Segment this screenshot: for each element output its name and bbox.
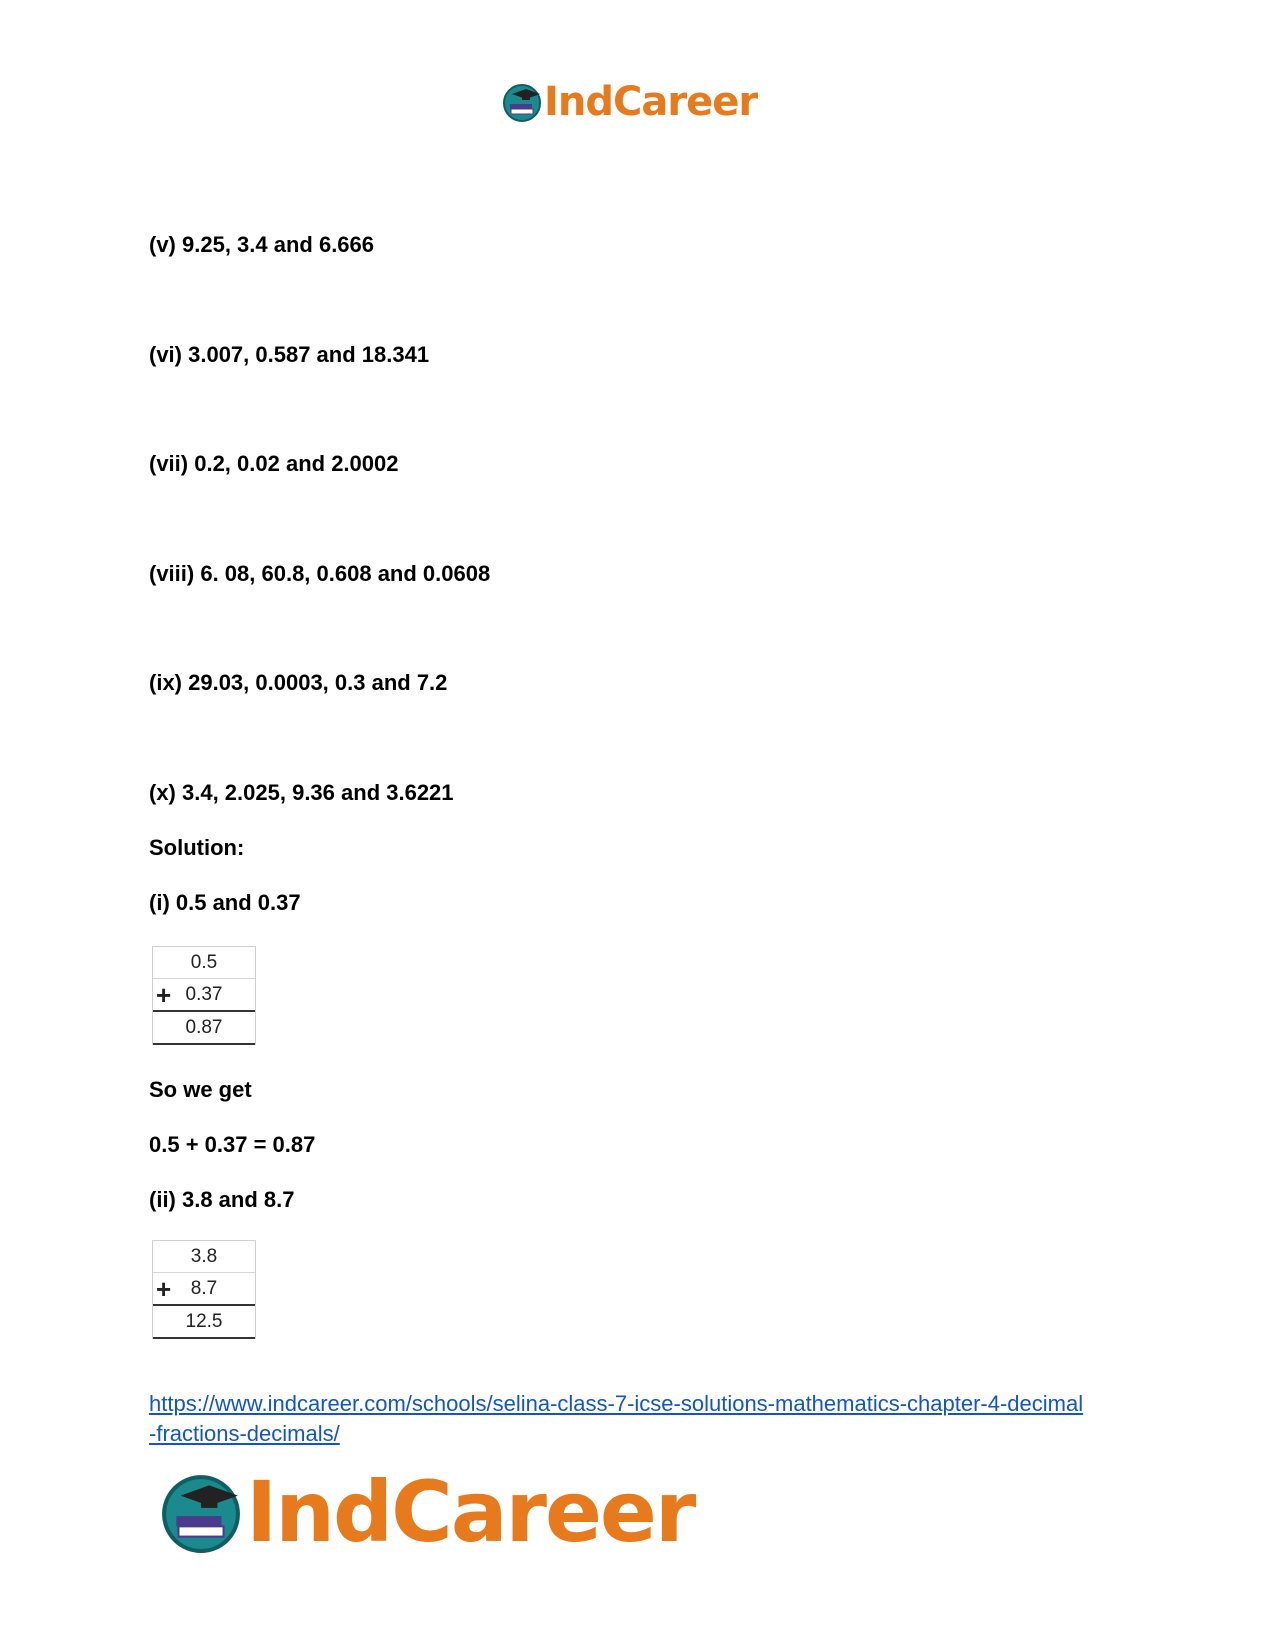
question-v: (v) 9.25, 3.4 and 6.666: [149, 232, 375, 257]
source-url-link[interactable]: [149, 1389, 1129, 1449]
part-ii-title: (ii) 3.8 and 8.7: [149, 1187, 295, 1212]
question-x: (x) 3.4, 2.025, 9.36 and 3.6221: [149, 780, 454, 805]
addition-table-ii: [152, 1240, 256, 1339]
addend-row: [153, 978, 255, 1010]
plus-sign: +: [156, 980, 172, 1010]
addend-value: 0.37: [185, 984, 223, 1005]
source-url-line1: https://www.indcareer.com/schools/selina-class-7-icse-solutions-mathematics-chapter-4-decimal: [149, 1391, 1084, 1416]
addend-value: 0.5: [190, 952, 218, 973]
source-url-line2: -fractions-decimals/: [149, 1421, 340, 1446]
addend-value: 8.7: [190, 1278, 218, 1299]
addend-row: [153, 946, 255, 978]
globe-books-icon: [502, 82, 542, 122]
part-i-title: (i) 0.5 and 0.37: [149, 890, 301, 915]
addend-row: [153, 1272, 255, 1304]
solution-heading: Solution:: [149, 835, 245, 860]
addend-value: 3.8: [190, 1246, 218, 1267]
sum-value: 12.5: [185, 1311, 223, 1332]
question-vi: (vi) 3.007, 0.587 and 18.341: [149, 342, 430, 367]
so-we-get-text: So we get: [149, 1077, 252, 1102]
addition-table-i: [152, 946, 256, 1045]
sum-value: 0.87: [185, 1017, 223, 1038]
question-viii: (viii) 6. 08, 60.8, 0.608 and 0.0608: [149, 561, 491, 586]
header-brand-text: IndCareer: [544, 79, 758, 125]
question-vii: (vii) 0.2, 0.02 and 2.0002: [149, 451, 399, 476]
sum-row: [153, 1304, 255, 1339]
addend-row: [153, 1240, 255, 1272]
header-logo: [502, 78, 757, 126]
equation-i: 0.5 + 0.37 = 0.87: [149, 1132, 316, 1157]
footer-logo: [160, 1462, 694, 1562]
sum-row: [153, 1010, 255, 1045]
plus-sign: +: [156, 1274, 172, 1304]
globe-books-icon: [160, 1471, 242, 1553]
footer-brand-text: IndCareer: [246, 1463, 695, 1561]
question-ix: (ix) 29.03, 0.0003, 0.3 and 7.2: [149, 670, 448, 695]
